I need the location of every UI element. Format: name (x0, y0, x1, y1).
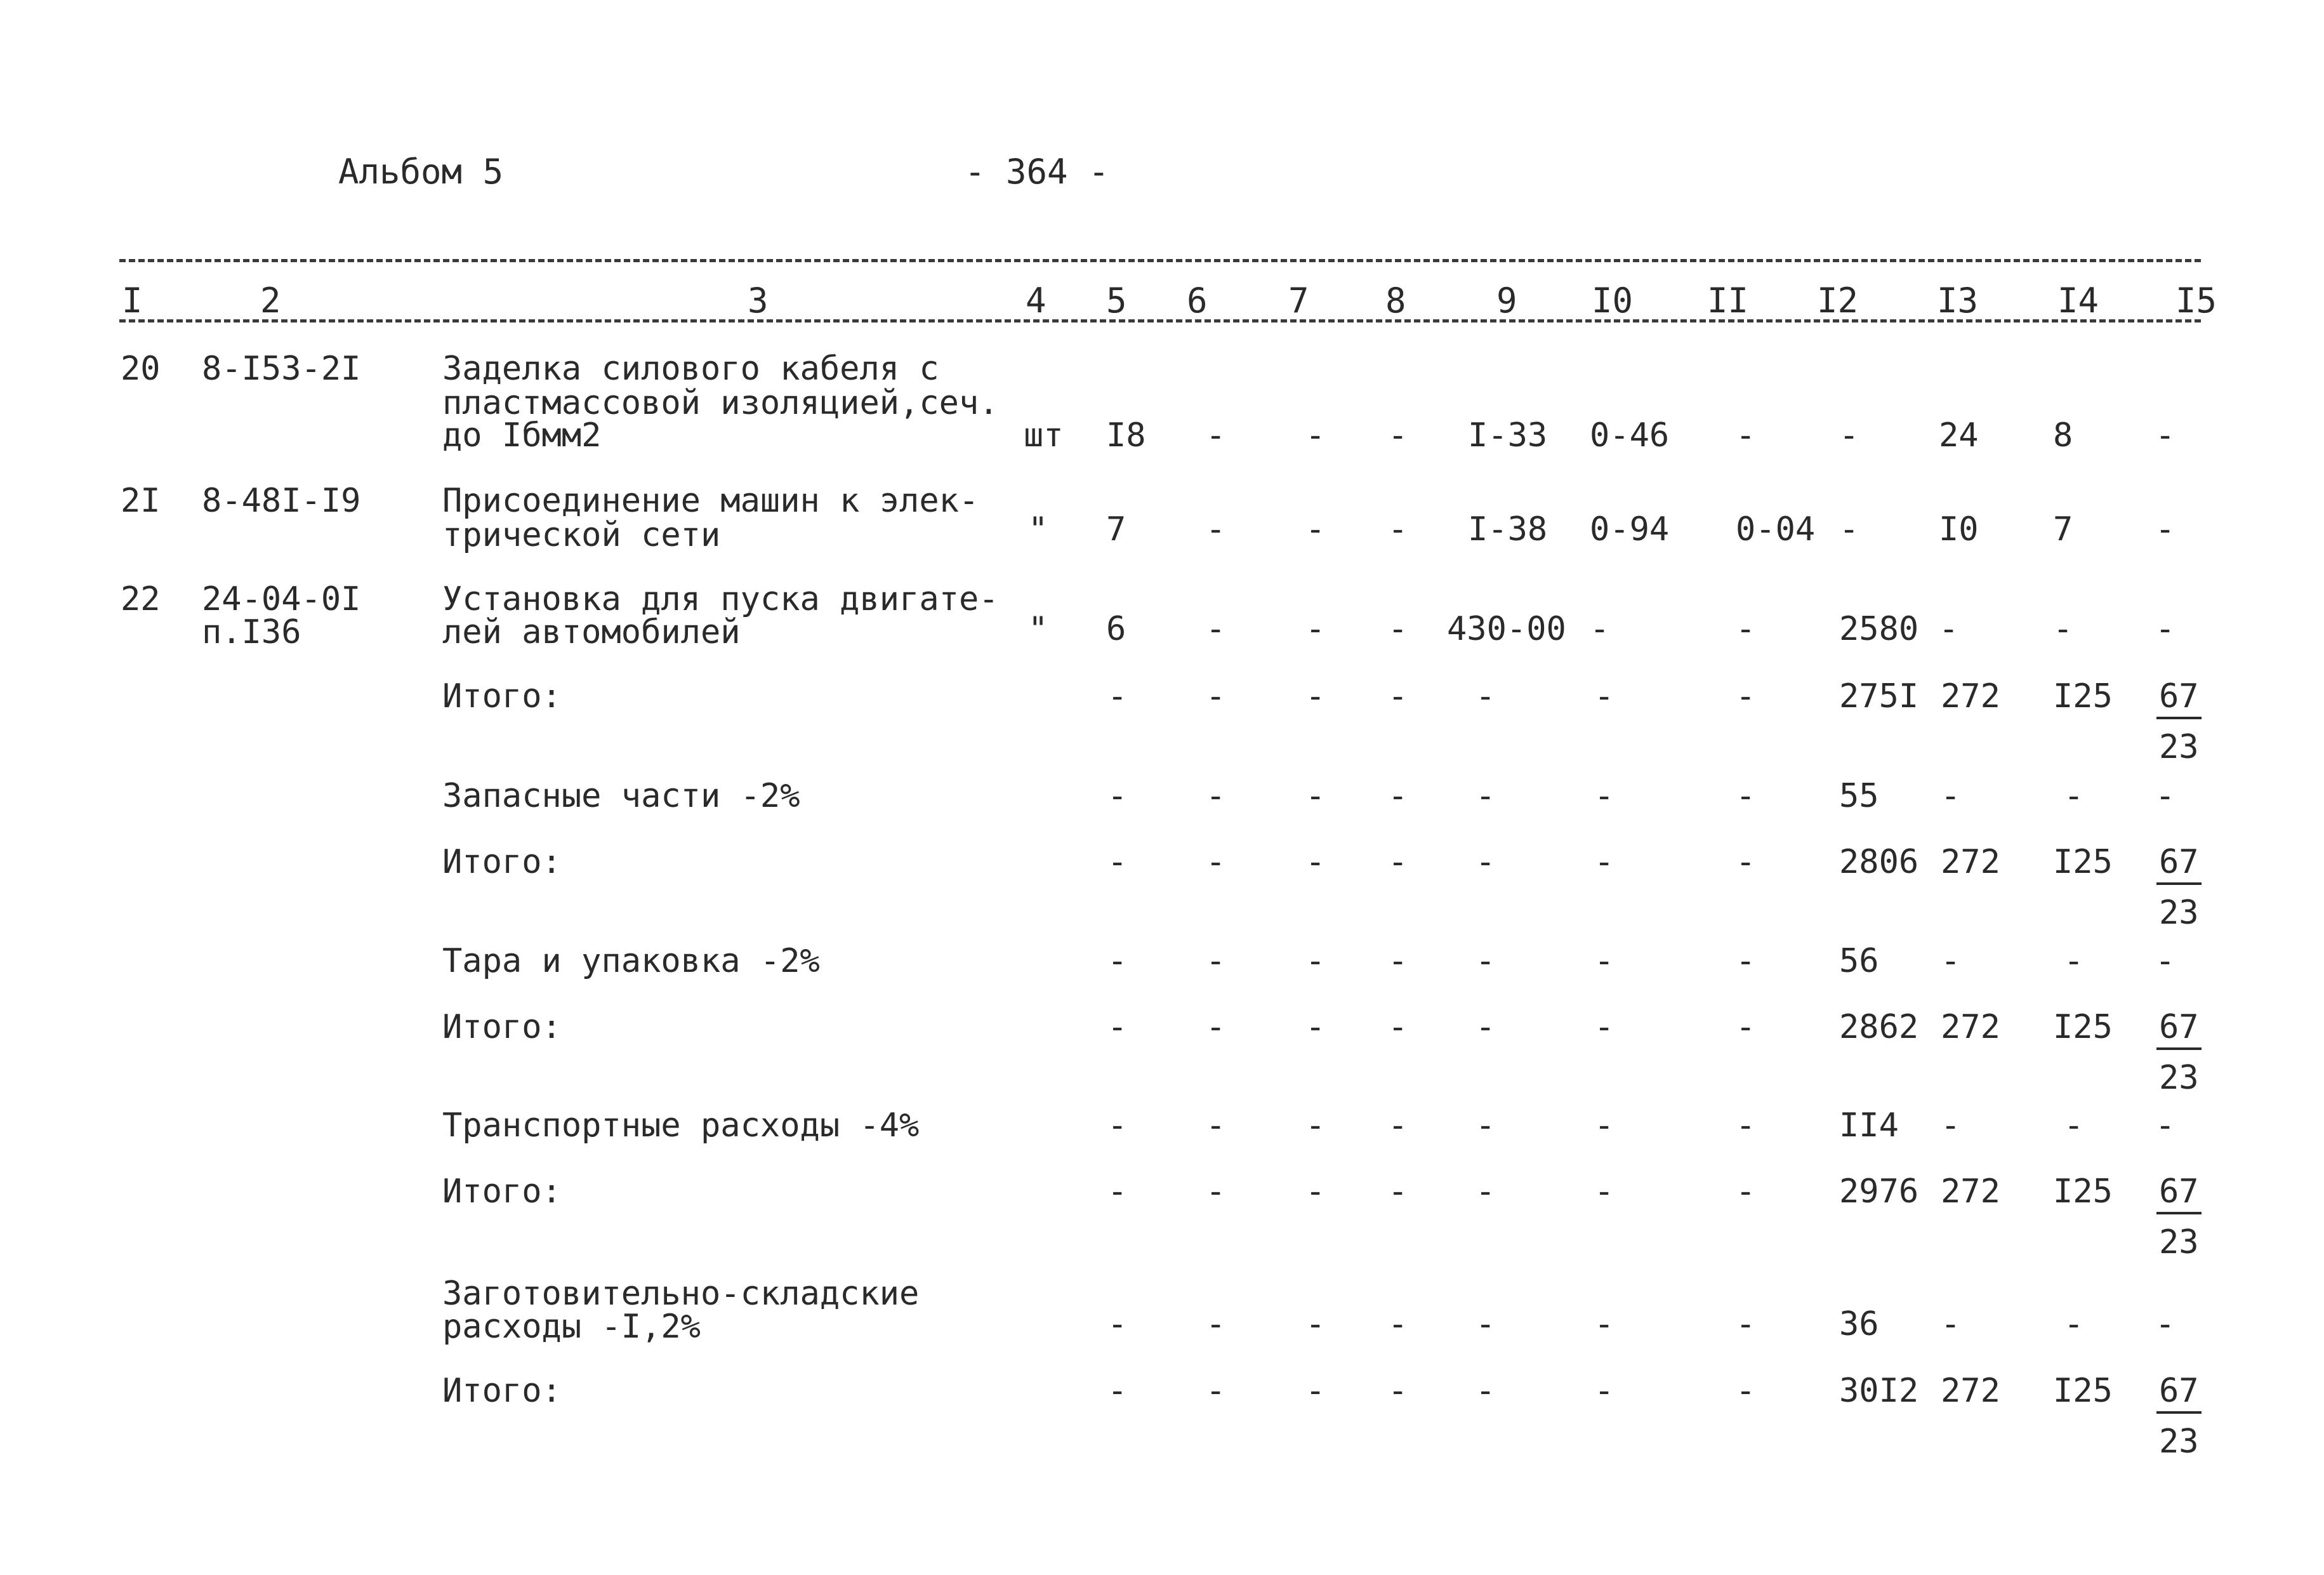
summary-spare-parts-label: Запасные части -2% (442, 777, 800, 815)
row-21-col14: 7 (2053, 510, 2073, 548)
summary-transport-col7: - (1305, 1106, 1326, 1145)
summary-total-3-col8: - (1388, 1008, 1408, 1046)
row-22-col7: - (1305, 610, 1326, 648)
summary-total-3-col11: - (1736, 1008, 1756, 1046)
col-header-9: 9 (1496, 281, 1517, 321)
summary-spare-parts-col12: 55 (1839, 777, 1879, 815)
summary-total-5-col10: - (1594, 1372, 1614, 1410)
row-21-col11: 0-04 (1736, 510, 1816, 548)
summary-total-4-col7: - (1305, 1173, 1326, 1211)
summary-procurement-col13: - (1941, 1305, 1961, 1343)
fraction-numerator: 67 (2156, 1175, 2202, 1214)
summary-transport-col15: - (2155, 1106, 2175, 1145)
row-21-col6: - (1206, 510, 1226, 548)
row-21-col12: - (1839, 510, 1859, 548)
row-21-col13: I0 (1939, 510, 1979, 548)
summary-procurement-col15: - (2155, 1305, 2175, 1343)
summary-transport-col5: - (1107, 1106, 1128, 1145)
summary-total-3-col13: 272 (1941, 1008, 2000, 1046)
row-21-name-line2: трической сети (442, 516, 721, 554)
row-22-name-line2: лей автомобилей (442, 613, 741, 651)
summary-packaging-col7: - (1305, 942, 1326, 980)
fraction-numerator: 67 (2156, 1374, 2202, 1414)
row-20-name-line2: пластмассовой изоляцией,сеч. (442, 384, 999, 422)
summary-total-2-col14: I25 (2053, 843, 2113, 881)
col-header-10: I0 (1592, 281, 1634, 321)
col-header-2: 2 (260, 281, 281, 321)
row-20-col9: I-33 (1468, 416, 1548, 455)
summary-transport-col11: - (1736, 1106, 1756, 1145)
header-bottom-rule (119, 319, 2201, 322)
summary-packaging-col10: - (1594, 942, 1614, 980)
row-22-col13: - (1939, 610, 1959, 648)
row-22-number: 22 (121, 580, 161, 618)
row-22-col6: - (1206, 610, 1226, 648)
row-22-col10: - (1590, 610, 1610, 648)
summary-procurement-col9: - (1476, 1305, 1496, 1343)
fraction-denominator: 23 (2159, 1059, 2199, 1097)
fraction-denominator: 23 (2159, 1223, 2199, 1261)
summary-procurement-col10: - (1594, 1305, 1614, 1343)
row-22-qty: 6 (1106, 610, 1126, 648)
summary-packaging-col5: - (1107, 942, 1128, 980)
summary-total-4-col8: - (1388, 1173, 1408, 1211)
row-21-col8: - (1388, 510, 1408, 548)
row-22-col14: - (2053, 610, 2073, 648)
summary-total-5-col15-fraction (2156, 1372, 2202, 1461)
row-20-col15: - (2155, 416, 2175, 455)
summary-procurement-label-line2: расходы -I,2% (442, 1308, 701, 1346)
fraction-numerator: 67 (2156, 1011, 2202, 1050)
summary-total-4-col6: - (1206, 1173, 1226, 1211)
row-21-number: 2I (121, 482, 161, 520)
row-22-col11: - (1736, 610, 1756, 648)
summary-total-4-col11: - (1736, 1173, 1756, 1211)
summary-spare-parts-col10: - (1594, 777, 1614, 815)
summary-packaging-col9: - (1476, 942, 1496, 980)
summary-spare-parts-col14: - (2064, 777, 2084, 815)
summary-packaging-col11: - (1736, 942, 1756, 980)
row-22-unit: " (1028, 610, 1048, 648)
summary-packaging-col13: - (1941, 942, 1961, 980)
row-22-name-line1: Установка для пуска двигате- (442, 580, 999, 618)
col-header-15: I5 (2175, 281, 2217, 321)
summary-transport-col9: - (1476, 1106, 1496, 1145)
row-20-unit: шт (1024, 416, 1064, 455)
summary-total-3-col5: - (1107, 1008, 1128, 1046)
summary-total-1-col9: - (1476, 677, 1496, 715)
summary-total-5-col7: - (1305, 1372, 1326, 1410)
summary-total-1-col11: - (1736, 677, 1756, 715)
summary-total-3-col7: - (1305, 1008, 1326, 1046)
summary-spare-parts-col8: - (1388, 777, 1408, 815)
summary-procurement-col11: - (1736, 1305, 1756, 1343)
summary-procurement-col8: - (1388, 1305, 1408, 1343)
summary-total-5-col9: - (1476, 1372, 1496, 1410)
col-header-11: II (1707, 281, 1749, 321)
summary-total-2-col12: 2806 (1839, 843, 1919, 881)
summary-total-4-col5: - (1107, 1173, 1128, 1211)
row-20-col6: - (1206, 416, 1226, 455)
row-20-col14: 8 (2053, 416, 2073, 455)
summary-total-4-col15-fraction (2156, 1175, 2202, 1259)
fraction-denominator: 23 (2159, 1423, 2199, 1461)
summary-spare-parts-col11: - (1736, 777, 1756, 815)
summary-total-5-col11: - (1736, 1372, 1756, 1410)
summary-procurement-col7: - (1305, 1305, 1326, 1343)
col-header-7: 7 (1288, 281, 1309, 321)
album-label: Альбом 5 (338, 152, 504, 192)
summary-total-3-col15-fraction (2156, 1008, 2202, 1097)
summary-total-5-col13: 272 (1941, 1372, 2000, 1410)
summary-total-1-col10: - (1594, 677, 1614, 715)
row-21-col15: - (2155, 510, 2175, 548)
summary-total-2-col6: - (1206, 843, 1226, 881)
summary-transport-col12: II4 (1839, 1106, 1899, 1145)
row-20-col7: - (1305, 416, 1326, 455)
summary-total-5-col8: - (1388, 1372, 1408, 1410)
fraction-denominator: 23 (2159, 894, 2199, 932)
summary-spare-parts-col15: - (2155, 777, 2175, 815)
summary-total-5-col14: I25 (2053, 1372, 2113, 1410)
summary-spare-parts-col6: - (1206, 777, 1226, 815)
col-header-6: 6 (1187, 281, 1208, 321)
summary-transport-col14: - (2064, 1106, 2084, 1145)
summary-total-4-col14: I25 (2053, 1173, 2113, 1211)
summary-total-4-col12: 2976 (1839, 1173, 1919, 1211)
row-22-col8: - (1388, 610, 1408, 648)
row-21-col9: I-38 (1468, 510, 1548, 548)
summary-total-1-label: Итого: (442, 677, 562, 715)
summary-total-5-col6: - (1206, 1372, 1226, 1410)
page-number: - 364 - (965, 152, 1109, 192)
summary-procurement-col12: 36 (1839, 1305, 1879, 1343)
row-21-qty: 7 (1106, 510, 1126, 548)
summary-total-5-col5: - (1107, 1372, 1128, 1410)
summary-procurement-label-line1: Заготовительно-складские (442, 1275, 920, 1313)
col-header-3: 3 (748, 281, 769, 321)
row-22-col15: - (2155, 610, 2175, 648)
row-21-code: 8-48I-I9 (202, 482, 361, 520)
row-22-col9: 430-00 (1447, 610, 1566, 648)
summary-total-2-col7: - (1305, 843, 1326, 881)
summary-total-3-col9: - (1476, 1008, 1496, 1046)
col-header-14: I4 (2057, 281, 2099, 321)
summary-procurement-col6: - (1206, 1305, 1226, 1343)
summary-total-5-col12: 30I2 (1839, 1372, 1919, 1410)
summary-spare-parts-col5: - (1107, 777, 1128, 815)
summary-total-2-col8: - (1388, 843, 1408, 881)
summary-total-2-col5: - (1107, 843, 1128, 881)
summary-total-4-label: Итого: (442, 1173, 562, 1211)
summary-spare-parts-col7: - (1305, 777, 1326, 815)
summary-total-2-col9: - (1476, 843, 1496, 881)
summary-packaging-label: Тара и упаковка -2% (442, 942, 820, 980)
summary-transport-col6: - (1206, 1106, 1226, 1145)
fraction-numerator: 67 (2156, 846, 2202, 885)
summary-packaging-col6: - (1206, 942, 1226, 980)
row-20-name-line1: Заделка силового кабеля с (442, 350, 939, 388)
col-header-8: 8 (1385, 281, 1406, 321)
row-20-number: 20 (121, 350, 161, 388)
summary-transport-label: Транспортные расходы -4% (442, 1106, 920, 1145)
summary-total-1-col7: - (1305, 677, 1326, 715)
col-header-4: 4 (1026, 281, 1046, 321)
table-top-rule (119, 259, 2201, 262)
summary-total-5-label: Итого: (442, 1372, 562, 1410)
row-21-name-line1: Присоединение машин к элек- (442, 482, 979, 520)
summary-packaging-col15: - (2155, 942, 2175, 980)
row-20-name-line3: до Iбмм2 (442, 416, 602, 455)
summary-procurement-col14: - (2064, 1305, 2084, 1343)
row-22-code: 24-04-0I (202, 580, 361, 618)
summary-packaging-col14: - (2064, 942, 2084, 980)
row-20-qty: I8 (1106, 416, 1146, 455)
summary-total-2-col10: - (1594, 843, 1614, 881)
summary-total-4-col13: 272 (1941, 1173, 2000, 1211)
summary-total-2-col13: 272 (1941, 843, 2000, 881)
summary-total-4-col9: - (1476, 1173, 1496, 1211)
row-20-col10: 0-46 (1590, 416, 1670, 455)
row-22-code-ref: п.I36 (202, 613, 301, 651)
summary-total-3-col14: I25 (2053, 1008, 2113, 1046)
summary-total-2-label: Итого: (442, 843, 562, 881)
summary-total-4-col10: - (1594, 1173, 1614, 1211)
col-header-12: I2 (1817, 281, 1859, 321)
summary-total-1-col12: 275I (1839, 677, 1919, 715)
summary-procurement-col5: - (1107, 1305, 1128, 1343)
summary-packaging-col8: - (1388, 942, 1408, 980)
fraction-numerator: 67 (2156, 680, 2202, 719)
summary-total-1-col6: - (1206, 677, 1226, 715)
row-21-unit: " (1028, 510, 1048, 548)
summary-total-2-col15-fraction (2156, 843, 2202, 932)
row-20-col11: - (1736, 416, 1756, 455)
summary-transport-col13: - (1941, 1106, 1961, 1145)
col-header-13: I3 (1937, 281, 1979, 321)
summary-total-3-col10: - (1594, 1008, 1614, 1046)
summary-spare-parts-col9: - (1476, 777, 1496, 815)
row-20-col8: - (1388, 416, 1408, 455)
row-20-col12: - (1839, 416, 1859, 455)
summary-total-1-col5: - (1107, 677, 1128, 715)
row-20-code: 8-I53-2I (202, 350, 361, 388)
summary-total-1-col15-fraction (2156, 677, 2202, 766)
row-21-col7: - (1305, 510, 1326, 548)
summary-total-1-col14: I25 (2053, 677, 2113, 715)
row-22-col12: 2580 (1839, 610, 1919, 648)
summary-transport-col10: - (1594, 1106, 1614, 1145)
row-20-col13: 24 (1939, 416, 1979, 455)
col-header-5: 5 (1106, 281, 1127, 321)
summary-spare-parts-col13: - (1941, 777, 1961, 815)
fraction-denominator: 23 (2159, 728, 2199, 766)
summary-total-2-col11: - (1736, 843, 1756, 881)
summary-total-3-label: Итого: (442, 1008, 562, 1046)
col-header-1: I (122, 281, 143, 321)
summary-total-1-col8: - (1388, 677, 1408, 715)
summary-total-3-col12: 2862 (1839, 1008, 1919, 1046)
summary-packaging-col12: 56 (1839, 942, 1879, 980)
summary-transport-col8: - (1388, 1106, 1408, 1145)
row-21-col10: 0-94 (1590, 510, 1670, 548)
summary-total-3-col6: - (1206, 1008, 1226, 1046)
summary-total-1-col13: 272 (1941, 677, 2000, 715)
